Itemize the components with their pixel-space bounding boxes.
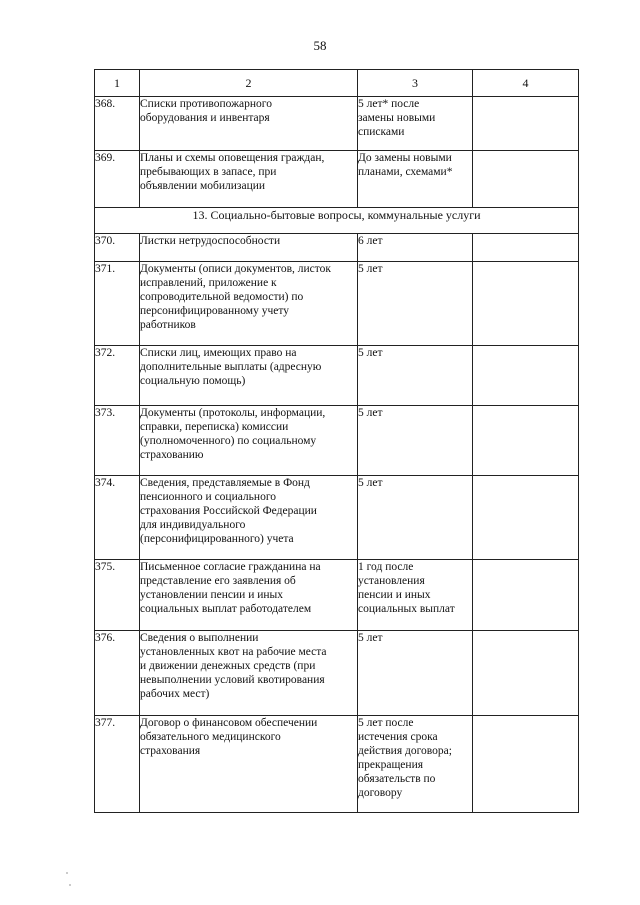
table-row (95, 406, 579, 476)
scan-speck (66, 872, 68, 874)
row-term: 5 лет (358, 477, 383, 489)
row-term: До замены новыми планами, схемами* (358, 152, 453, 178)
row-term: 5 лет (358, 347, 383, 359)
row-title: Сведения, представляемые в Фонд пенсионного и социального страхования Российской Федерации для индивидуального (персонифицированного) учета (140, 477, 317, 545)
row-note (473, 262, 579, 346)
row-number: 377. (95, 716, 140, 813)
row-note (473, 406, 579, 476)
row-title: Документы (протоколы, информации, справки, переписка) комиссии (уполномоченного) по социальному страхованию (140, 407, 326, 461)
row-term: 5 лет (358, 263, 383, 275)
table-row (95, 476, 579, 560)
row-title: Списки лиц, имеющих право на дополнительные выплаты (адресную социальную помощь) (140, 347, 322, 387)
table-row (95, 97, 579, 151)
scan-speck (69, 884, 71, 886)
row-title: Планы и схемы оповещения граждан, пребывающих в запасе, при объявлении мобилизации (140, 152, 325, 192)
table-row (95, 560, 579, 631)
retention-table (94, 69, 579, 813)
row-term: 5 лет (358, 632, 383, 644)
table-row (95, 151, 579, 208)
row-note (473, 476, 579, 560)
table-row (95, 716, 579, 813)
row-number: 376. (95, 631, 140, 716)
row-number: 369. (95, 151, 140, 208)
row-term: 5 лет (358, 407, 383, 419)
row-title: Списки противопожарного оборудования и инвентаря (140, 98, 272, 124)
row-title: Сведения о выполнении установленных квот на рабочие места и движении денежных средств (при невыполнении условий квотирования рабочих мест) (140, 632, 327, 700)
row-number: 368. (95, 97, 140, 151)
header-col-1: 1 (95, 70, 140, 97)
page-number: 58 (313, 38, 327, 53)
table-row (95, 631, 579, 716)
row-note (473, 560, 579, 631)
row-note (473, 631, 579, 716)
row-note (473, 234, 579, 262)
table-row (95, 346, 579, 406)
table-header-row (95, 70, 579, 97)
table-row (95, 262, 579, 346)
row-title: Договор о финансовом обеспечении обязательного медицинского страхования (140, 717, 318, 757)
row-number: 374. (95, 476, 140, 560)
row-number: 371. (95, 262, 140, 346)
row-note (473, 97, 579, 151)
row-number: 370. (95, 234, 140, 262)
row-term: 5 лет* после замены новыми списками (358, 98, 436, 138)
row-title: Листки нетрудоспособности (140, 235, 281, 247)
section-row (95, 208, 579, 234)
header-col-2: 2 (140, 70, 358, 97)
row-number: 373. (95, 406, 140, 476)
row-number: 375. (95, 560, 140, 631)
row-note (473, 716, 579, 813)
row-title: Документы (описи документов, листок исправлений, приложение к сопроводительной ведомости) по персонифицированному учету работников (140, 263, 331, 331)
header-col-3: 3 (358, 70, 473, 97)
row-term: 5 лет после истечения срока действия договора; прекращения обязательств по договору (358, 717, 452, 799)
row-term: 6 лет (358, 235, 383, 247)
section-heading: 13. Социально-бытовые вопросы, коммунальные услуги (95, 208, 579, 234)
row-note (473, 151, 579, 208)
table-row (95, 234, 579, 262)
header-col-4: 4 (473, 70, 579, 97)
row-term: 1 год после установления пенсии и иных социальных выплат (358, 561, 455, 615)
row-note (473, 346, 579, 406)
row-number: 372. (95, 346, 140, 406)
row-title: Письменное согласие гражданина на представление его заявления об установлении пенсии и иных социальных выплат работодателем (140, 561, 321, 615)
